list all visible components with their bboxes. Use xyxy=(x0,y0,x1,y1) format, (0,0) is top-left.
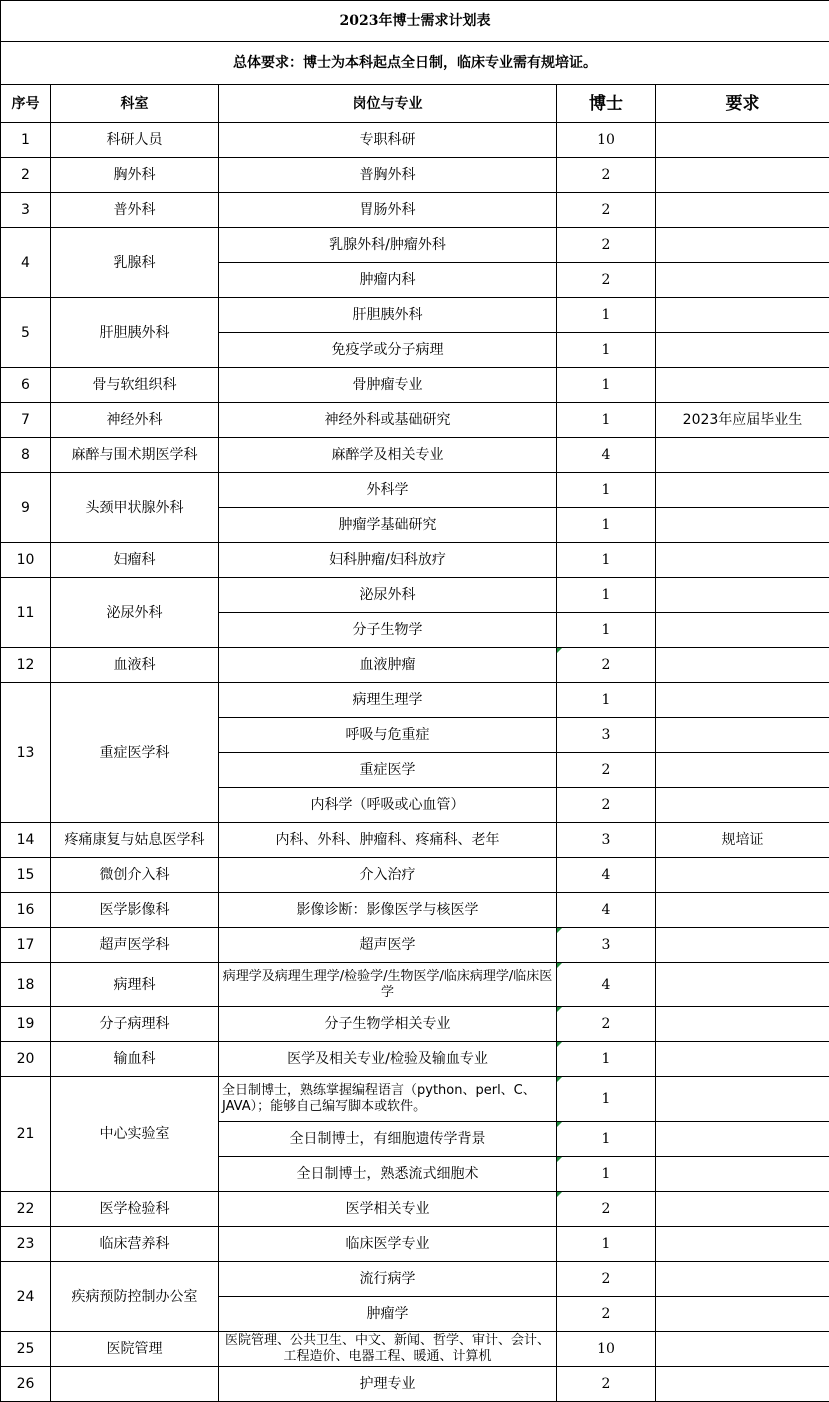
row-phd: 1 xyxy=(557,298,656,333)
table-row xyxy=(1,438,829,473)
header-phd: 博士 xyxy=(557,85,656,123)
row-idx: 17 xyxy=(1,928,51,963)
row-idx: 22 xyxy=(1,1192,51,1227)
row-req: 2023年应届毕业生 xyxy=(656,403,829,438)
row-idx: 5 xyxy=(1,298,51,368)
row-position: 肝胆胰外科 xyxy=(219,298,557,333)
row-req xyxy=(656,893,829,928)
row-idx: 20 xyxy=(1,1042,51,1077)
row-phd: 4 xyxy=(557,438,656,473)
row-req xyxy=(656,333,829,368)
header-req: 要求 xyxy=(656,85,829,123)
row-phd: 3 xyxy=(557,928,656,963)
row-phd: 1 xyxy=(557,1227,656,1262)
table-row xyxy=(1,298,829,333)
row-dept: 麻醉与围术期医学科 xyxy=(51,438,219,473)
row-dept: 神经外科 xyxy=(51,403,219,438)
row-dept: 病理科 xyxy=(51,963,219,1007)
row-dept: 肝胆胰外科 xyxy=(51,298,219,368)
row-phd: 2 xyxy=(557,1262,656,1297)
row-position: 血液肿瘤 xyxy=(219,648,557,683)
row-position: 外科学 xyxy=(219,473,557,508)
row-phd: 3 xyxy=(557,718,656,753)
row-position: 泌尿外科 xyxy=(219,578,557,613)
row-idx: 7 xyxy=(1,403,51,438)
row-dept: 科研人员 xyxy=(51,123,219,158)
table-row xyxy=(1,123,829,158)
row-idx: 4 xyxy=(1,228,51,298)
row-position: 免疫学或分子病理 xyxy=(219,333,557,368)
row-position: 全日制博士，有细胞遗传学背景 xyxy=(219,1122,557,1157)
row-req xyxy=(656,543,829,578)
row-idx: 9 xyxy=(1,473,51,543)
row-dept: 骨与软组织科 xyxy=(51,368,219,403)
row-position: 全日制博士，熟练掌握编程语言（python、perl、C、JAVA）；能够自己编写脚本或软件。 xyxy=(219,1077,557,1122)
row-idx: 3 xyxy=(1,193,51,228)
row-req xyxy=(656,298,829,333)
row-position: 护理专业 xyxy=(219,1367,557,1402)
row-req xyxy=(656,578,829,613)
table-row xyxy=(1,1332,829,1367)
row-phd: 1 xyxy=(557,473,656,508)
row-position: 妇科肿瘤/妇科放疗 xyxy=(219,543,557,578)
row-idx: 6 xyxy=(1,368,51,403)
row-position: 骨肿瘤专业 xyxy=(219,368,557,403)
row-req xyxy=(656,368,829,403)
row-dept: 疾病预防控制办公室 xyxy=(51,1262,219,1332)
row-position: 肿瘤学基础研究 xyxy=(219,508,557,543)
row-dept: 疼痛康复与姑息医学科 xyxy=(51,823,219,858)
row-position: 流行病学 xyxy=(219,1262,557,1297)
row-idx: 15 xyxy=(1,858,51,893)
table-row xyxy=(1,1262,829,1297)
row-idx: 19 xyxy=(1,1007,51,1042)
row-req xyxy=(656,1192,829,1227)
general-requirement: 总体要求：博士为本科起点全日制，临床专业需有规培证。 xyxy=(1,42,829,85)
row-idx: 23 xyxy=(1,1227,51,1262)
row-dept: 医院管理 xyxy=(51,1332,219,1367)
table-row xyxy=(1,473,829,508)
row-dept: 输血科 xyxy=(51,1042,219,1077)
row-dept: 普外科 xyxy=(51,193,219,228)
row-position: 病理生理学 xyxy=(219,683,557,718)
row-req xyxy=(656,928,829,963)
row-position: 普胸外科 xyxy=(219,158,557,193)
row-idx: 8 xyxy=(1,438,51,473)
row-req xyxy=(656,1042,829,1077)
row-phd: 2 xyxy=(557,1007,656,1042)
row-dept: 分子病理科 xyxy=(51,1007,219,1042)
row-req xyxy=(656,1297,829,1332)
header-idx: 序号 xyxy=(1,85,51,123)
row-req xyxy=(656,1262,829,1297)
row-position: 胃肠外科 xyxy=(219,193,557,228)
row-position: 病理学及病理生理学/检验学/生物医学/临床病理学/临床医学 xyxy=(219,963,557,1007)
row-position: 专职科研 xyxy=(219,123,557,158)
row-phd: 2 xyxy=(557,1297,656,1332)
table-row xyxy=(1,1077,829,1122)
row-req xyxy=(656,718,829,753)
row-idx: 18 xyxy=(1,963,51,1007)
row-dept: 头颈甲状腺外科 xyxy=(51,473,219,543)
row-phd: 2 xyxy=(557,788,656,823)
row-phd: 2 xyxy=(557,158,656,193)
table-row xyxy=(1,1367,829,1402)
row-req xyxy=(656,648,829,683)
row-phd: 2 xyxy=(557,648,656,683)
table-row xyxy=(1,858,829,893)
row-position: 肿瘤内科 xyxy=(219,263,557,298)
row-req xyxy=(656,1007,829,1042)
row-idx: 2 xyxy=(1,158,51,193)
row-dept: 医学检验科 xyxy=(51,1192,219,1227)
row-position: 呼吸与危重症 xyxy=(219,718,557,753)
row-phd: 4 xyxy=(557,963,656,1007)
row-dept: 临床营养科 xyxy=(51,1227,219,1262)
row-phd: 1 xyxy=(557,613,656,648)
row-req xyxy=(656,1332,829,1367)
row-req xyxy=(656,1077,829,1122)
table-row xyxy=(1,368,829,403)
row-position: 临床医学专业 xyxy=(219,1227,557,1262)
row-req xyxy=(656,963,829,1007)
row-position: 全日制博士，熟悉流式细胞术 xyxy=(219,1157,557,1192)
row-req xyxy=(656,473,829,508)
row-position: 内科、外科、肿瘤科、疼痛科、老年 xyxy=(219,823,557,858)
row-phd: 4 xyxy=(557,858,656,893)
table-row xyxy=(1,1042,829,1077)
row-phd: 1 xyxy=(557,333,656,368)
row-dept: 乳腺科 xyxy=(51,228,219,298)
table-row xyxy=(1,158,829,193)
row-position: 内科学（呼吸或心血管） xyxy=(219,788,557,823)
row-phd: 1 xyxy=(557,1077,656,1122)
row-idx: 10 xyxy=(1,543,51,578)
table-row xyxy=(1,543,829,578)
header-position: 岗位与专业 xyxy=(219,85,557,123)
table-row xyxy=(1,823,829,858)
row-idx: 14 xyxy=(1,823,51,858)
row-phd: 2 xyxy=(557,263,656,298)
row-position: 神经外科或基础研究 xyxy=(219,403,557,438)
row-req xyxy=(656,788,829,823)
row-req xyxy=(656,158,829,193)
table-row xyxy=(1,193,829,228)
row-position: 肿瘤学 xyxy=(219,1297,557,1332)
row-position: 重症医学 xyxy=(219,753,557,788)
row-req xyxy=(656,228,829,263)
row-phd: 1 xyxy=(557,1042,656,1077)
row-req xyxy=(656,753,829,788)
row-phd: 2 xyxy=(557,1192,656,1227)
row-dept: 胸外科 xyxy=(51,158,219,193)
row-position: 介入治疗 xyxy=(219,858,557,893)
row-idx: 12 xyxy=(1,648,51,683)
row-position: 分子生物学相关专业 xyxy=(219,1007,557,1042)
row-phd: 1 xyxy=(557,368,656,403)
row-position: 影像诊断：影像医学与核医学 xyxy=(219,893,557,928)
page-title: 2023年博士需求计划表 xyxy=(1,1,829,42)
row-idx: 25 xyxy=(1,1332,51,1367)
row-idx: 11 xyxy=(1,578,51,648)
row-position: 医学及相关专业/检验及输血专业 xyxy=(219,1042,557,1077)
row-idx: 21 xyxy=(1,1077,51,1192)
row-req xyxy=(656,683,829,718)
header-dept: 科室 xyxy=(51,85,219,123)
row-req xyxy=(656,438,829,473)
row-dept: 超声医学科 xyxy=(51,928,219,963)
row-req xyxy=(656,613,829,648)
row-phd: 2 xyxy=(557,228,656,263)
row-idx: 16 xyxy=(1,893,51,928)
row-phd: 1 xyxy=(557,403,656,438)
table-row xyxy=(1,1227,829,1262)
row-position: 超声医学 xyxy=(219,928,557,963)
row-phd: 10 xyxy=(557,1332,656,1367)
table-row xyxy=(1,928,829,963)
row-idx: 1 xyxy=(1,123,51,158)
row-phd: 1 xyxy=(557,578,656,613)
row-req xyxy=(656,508,829,543)
row-phd: 3 xyxy=(557,823,656,858)
row-phd: 1 xyxy=(557,543,656,578)
row-idx: 13 xyxy=(1,683,51,823)
row-phd: 1 xyxy=(557,508,656,543)
row-phd: 10 xyxy=(557,123,656,158)
row-req xyxy=(656,263,829,298)
table-row xyxy=(1,648,829,683)
row-req xyxy=(656,1157,829,1192)
row-position: 医院管理、公共卫生、中文、新闻、哲学、审计、会计、工程造价、电器工程、暖通、计算机 xyxy=(219,1332,557,1367)
row-idx: 26 xyxy=(1,1367,51,1402)
table-row xyxy=(1,1192,829,1227)
table-row xyxy=(1,578,829,613)
row-phd: 4 xyxy=(557,893,656,928)
row-req xyxy=(656,123,829,158)
row-phd: 2 xyxy=(557,193,656,228)
table-row xyxy=(1,1007,829,1042)
row-dept: 血液科 xyxy=(51,648,219,683)
table-row xyxy=(1,403,829,438)
row-position: 分子生物学 xyxy=(219,613,557,648)
row-dept xyxy=(51,1367,219,1402)
row-phd: 1 xyxy=(557,683,656,718)
row-req xyxy=(656,1367,829,1402)
row-phd: 2 xyxy=(557,753,656,788)
row-position: 医学相关专业 xyxy=(219,1192,557,1227)
row-idx: 24 xyxy=(1,1262,51,1332)
row-dept: 妇瘤科 xyxy=(51,543,219,578)
row-phd: 1 xyxy=(557,1157,656,1192)
row-phd: 2 xyxy=(557,1367,656,1402)
row-dept: 泌尿外科 xyxy=(51,578,219,648)
row-position: 乳腺外科/肿瘤外科 xyxy=(219,228,557,263)
row-dept: 重症医学科 xyxy=(51,683,219,823)
row-dept: 医学影像科 xyxy=(51,893,219,928)
row-req xyxy=(656,193,829,228)
table-row xyxy=(1,893,829,928)
row-dept: 微创介入科 xyxy=(51,858,219,893)
row-dept: 中心实验室 xyxy=(51,1077,219,1192)
table-row xyxy=(1,963,829,1007)
row-req xyxy=(656,858,829,893)
row-req: 规培证 xyxy=(656,823,829,858)
row-position: 麻醉学及相关专业 xyxy=(219,438,557,473)
table-row xyxy=(1,228,829,263)
row-phd: 1 xyxy=(557,1122,656,1157)
row-req xyxy=(656,1122,829,1157)
table-row xyxy=(1,683,829,718)
row-req xyxy=(656,1227,829,1262)
